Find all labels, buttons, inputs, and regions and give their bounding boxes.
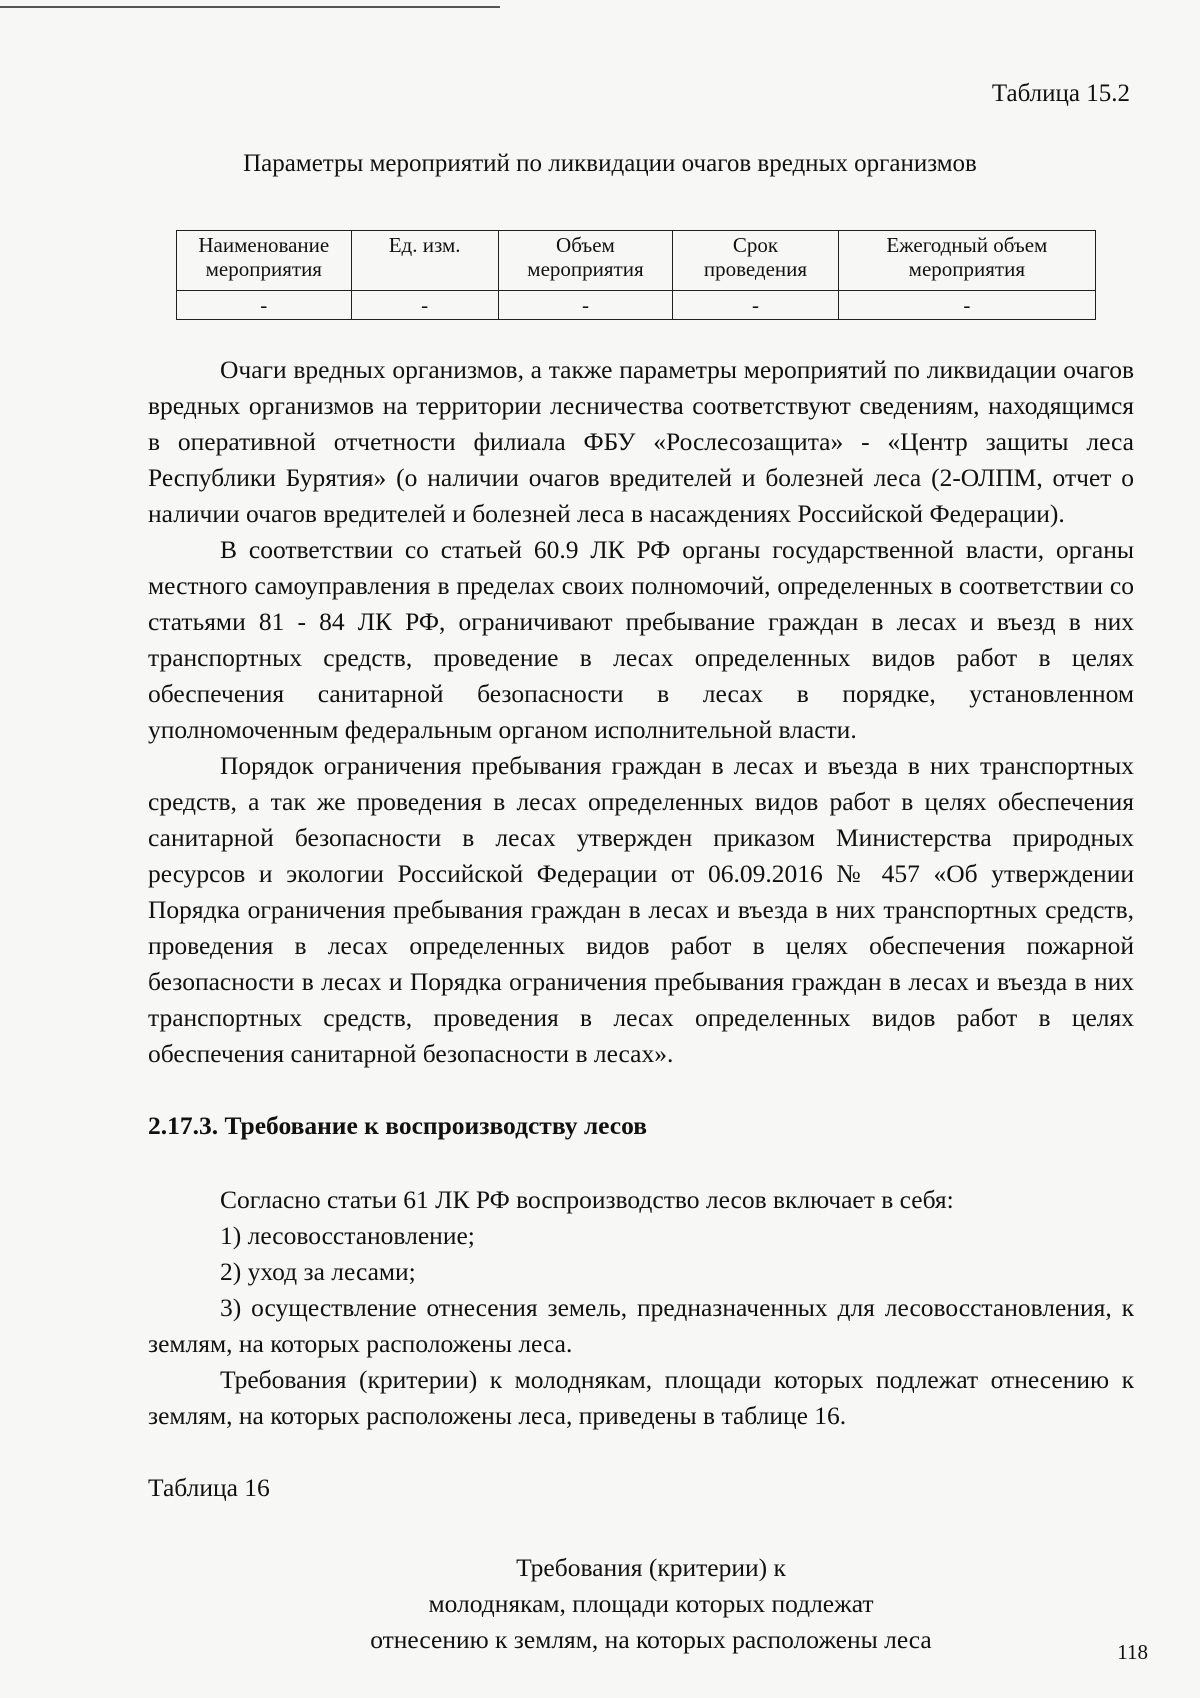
caption-line: Требования (критерии) к	[516, 1553, 786, 1582]
header-unit: Ед. изм.	[351, 231, 498, 291]
page-number: 118	[1117, 1640, 1148, 1664]
header-name: Наименование мероприятия	[177, 231, 352, 291]
table-cell: -	[673, 291, 838, 320]
header-volume: Объем мероприятия	[498, 231, 673, 291]
table-cell: -	[177, 291, 352, 320]
header-annual-volume: Ежегодный объем мероприятия	[838, 231, 1095, 291]
caption-line: отнесению к землям, на которых расположены леса	[370, 1625, 932, 1654]
table-cell: -	[498, 291, 673, 320]
table-15-2-title: Параметры мероприятий по ликвидации очагов вредных организмов	[243, 150, 977, 177]
table-15-2-label: Таблица 15.2	[991, 80, 1130, 107]
header-term: Срок проведения	[673, 231, 838, 291]
table-16-label: Таблица 16	[148, 1473, 270, 1502]
table-16-caption	[148, 1550, 1134, 1658]
section-intro: Согласно статьи 61 ЛК РФ воспроизводство лесов включает в себя:	[220, 1185, 954, 1214]
list-item: 3) осуществление отнесения земель, предназначенных для лесовосстановления, к землям, на которых расположены леса.	[148, 1293, 1134, 1358]
list-item: 1) лесовосстановление;	[220, 1221, 475, 1250]
table-cell: -	[838, 291, 1095, 320]
list-item: 2) уход за лесами;	[220, 1257, 416, 1286]
paragraph: Порядок ограничения пребывания граждан в лесах и въезда в них транспортных средств, а так же проведения в лесах определенных видов работ в целях обеспечения санитарной безопасности в лесах утвержден приказом Министерства природных ресурсов и экологии Российской Федерации от 06.09.2016 № 457 «Об утверждении Порядка ограничения пребывания граждан в лесах и въезда в них транспортных средств, проведения в лесах определенных видов работ в целях обеспечения пожарной безопасности в лесах и Порядка ограничения пребывания граждан в лесах и въезда в них транспортных средств, проведения в лесах определенных видов работ в целях обеспечения санитарной безопасности в лесах».	[148, 751, 1134, 1068]
table-header-row	[177, 231, 1096, 291]
table-row	[177, 291, 1096, 320]
section-heading: 2.17.3. Требование к воспроизводству лесов	[148, 1111, 647, 1140]
parameters-table	[176, 230, 1096, 320]
document-body	[148, 352, 1134, 1658]
paragraph: Требования (критерии) к молоднякам, площади которых подлежат отнесению к землям, на которых расположены леса, приведены в таблице 16.	[148, 1365, 1134, 1430]
paragraph: Очаги вредных организмов, а также параметры мероприятий по ликвидации очагов вредных организмов на территории лесничества соответствуют сведениям, находящимся в оперативной отчетности филиала ФБУ «Рослесозащита» - «Центр защиты леса Республики Бурятия» (о наличии очагов вредителей и болезней леса (2-ОЛПМ, отчет о наличии очагов вредителей и болезней леса в насаждениях Российской Федерации).	[148, 355, 1134, 528]
top-rule	[0, 6, 500, 8]
paragraph: В соответствии со статьей 60.9 ЛК РФ органы государственной власти, органы местного самоуправления в пределах своих полномочий, определенных в соответствии со статьями 81 - 84 ЛК РФ, ограничивают пребывание граждан в лесах и въезд в них транспортных средств, проведение в лесах определенных видов работ в целях обеспечения санитарной безопасности в лесах в порядке, установленном уполномоченным федеральным органом исполнительной власти.	[148, 535, 1134, 744]
caption-line: молоднякам, площади которых подлежат	[428, 1589, 874, 1618]
table-cell: -	[351, 291, 498, 320]
